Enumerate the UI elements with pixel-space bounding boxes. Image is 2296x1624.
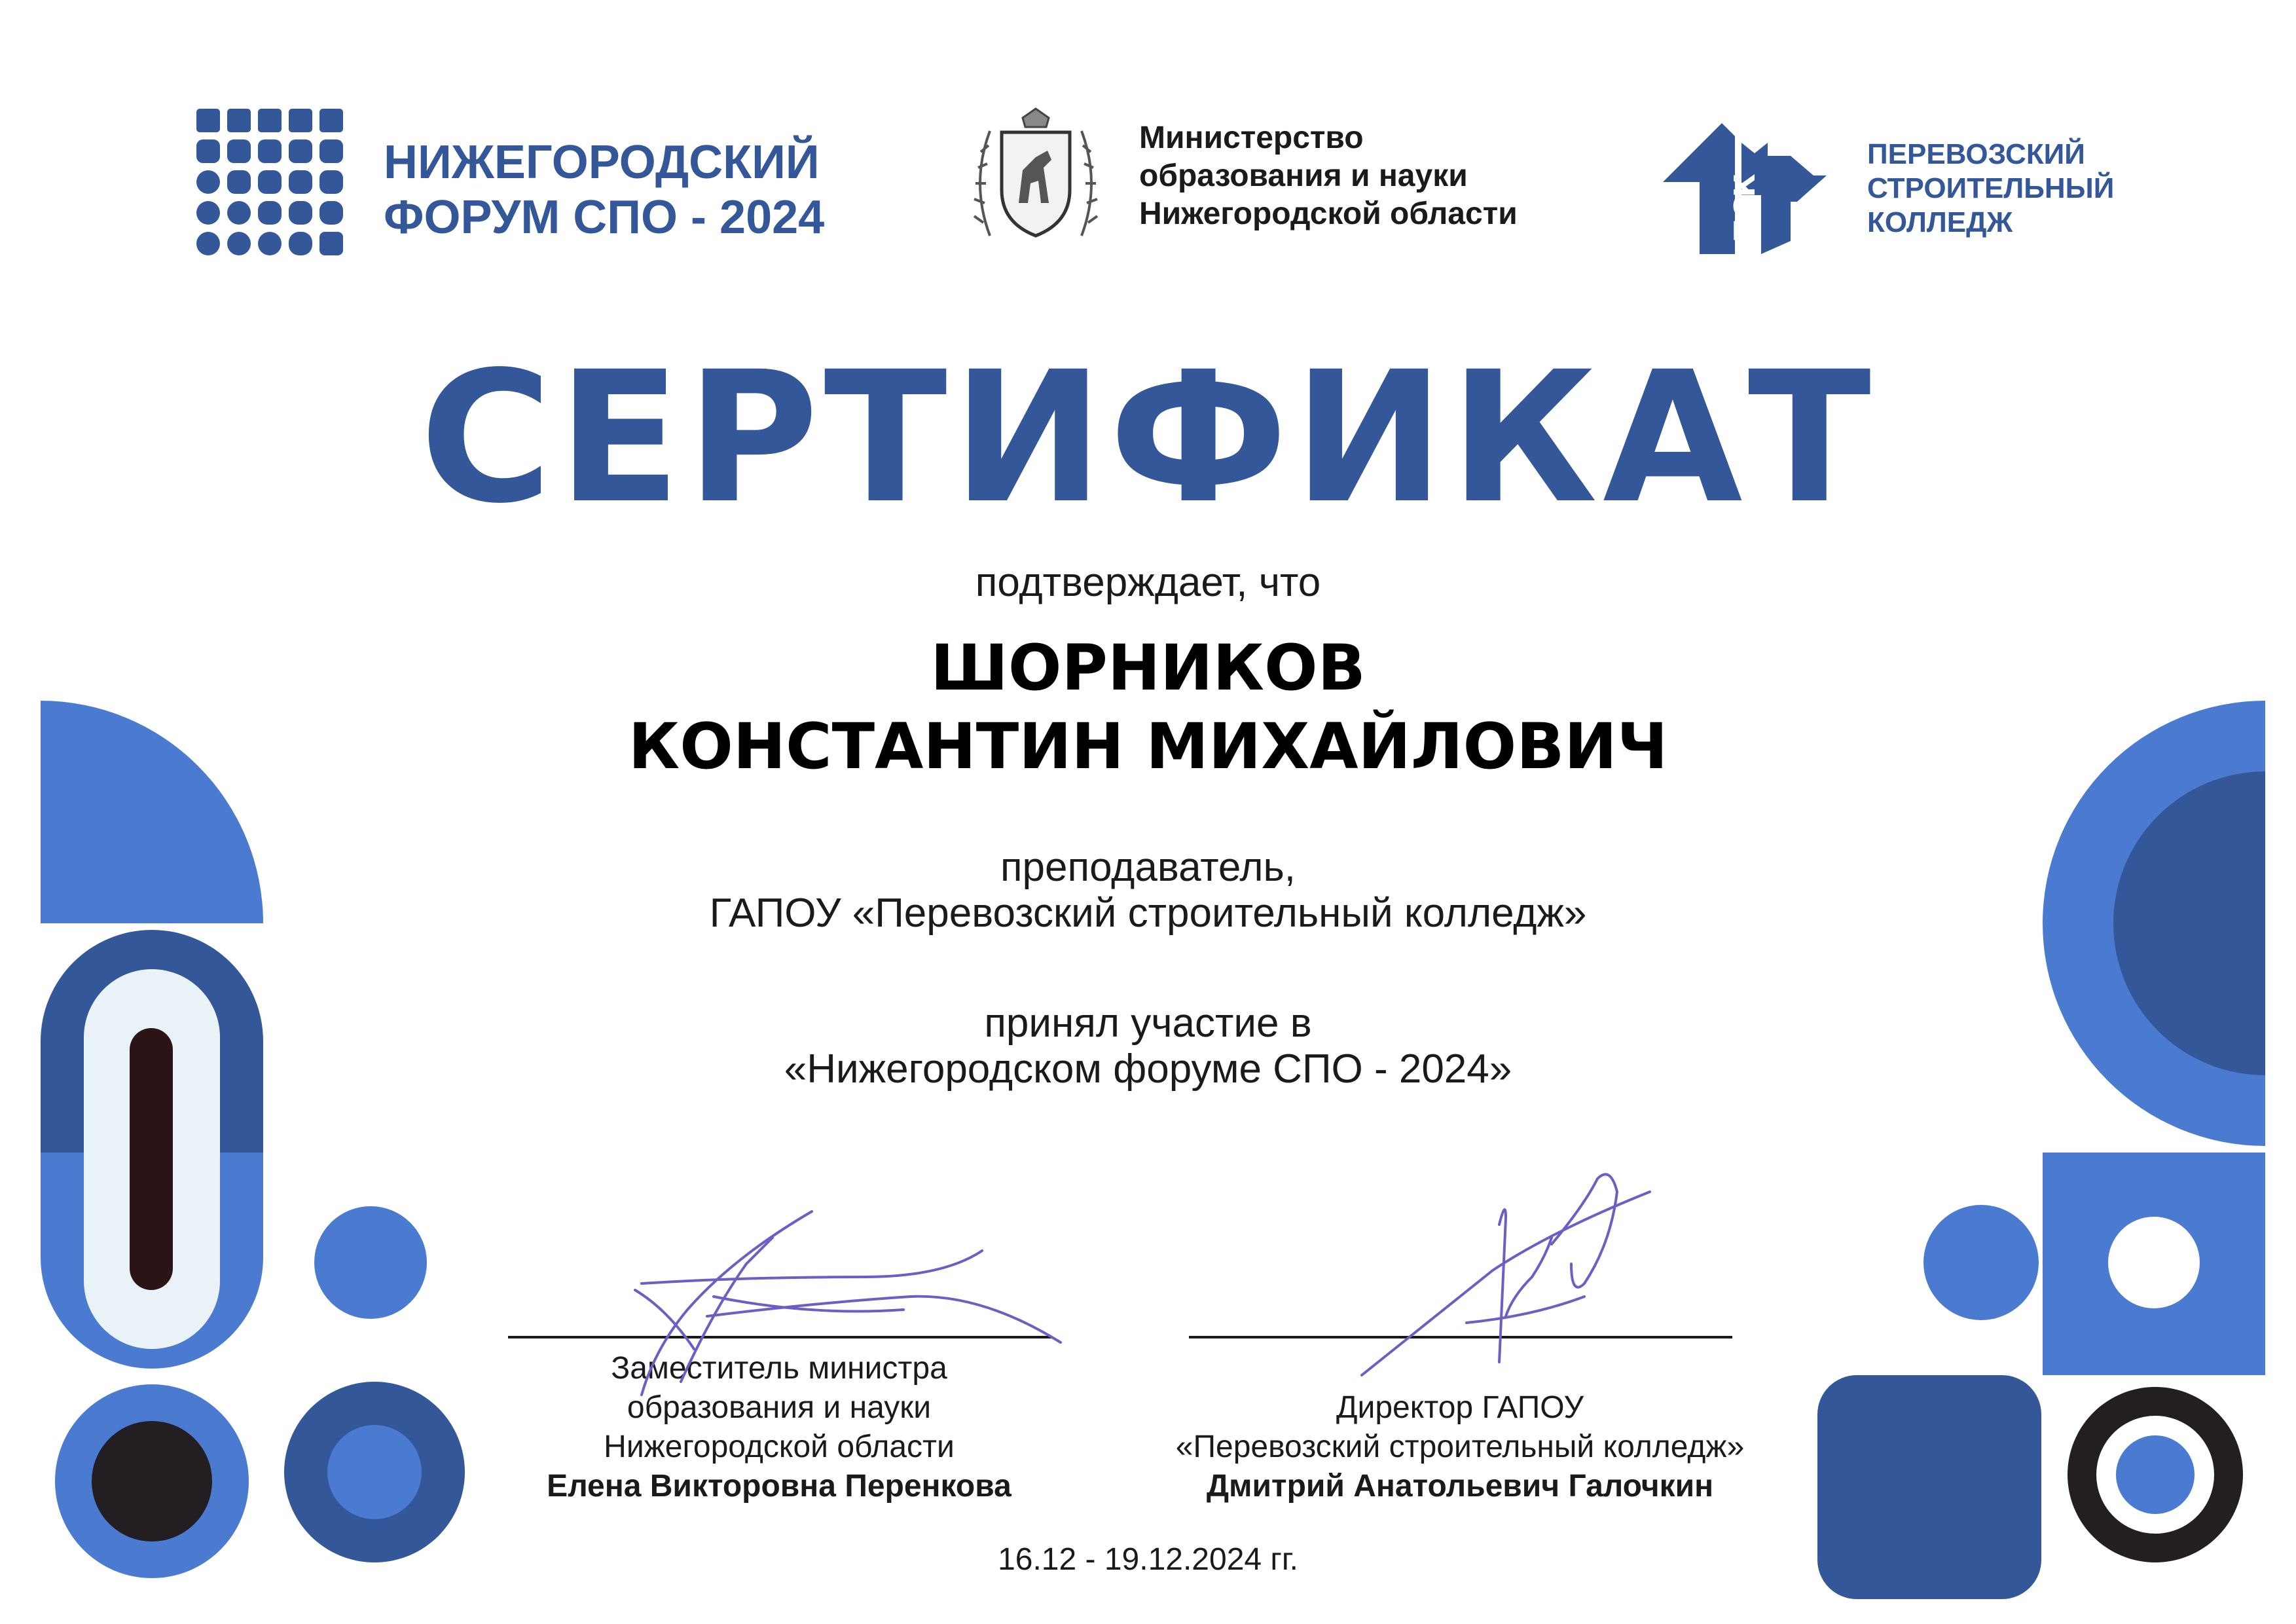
- college-house-icon: [1663, 110, 1827, 254]
- forum-dots-icon: [196, 109, 343, 255]
- right-signature-block: [1100, 1388, 1820, 1506]
- college-line3: КОЛЛЕДЖ: [1867, 206, 2013, 238]
- college-line2: СТРОИТЕЛЬНЫЙ: [1867, 172, 2115, 204]
- ministry-line3: Нижегородской области: [1139, 196, 1518, 231]
- recipient-position: [0, 845, 2296, 936]
- ministry-line1: Министерство: [1139, 120, 1364, 155]
- left-signature-scribble: [615, 1205, 1087, 1414]
- forum-logo-line1: НИЖЕГОРОДСКИЙ: [384, 136, 820, 189]
- right-signature-scribble: [1336, 1166, 1676, 1388]
- recipient-first-names: КОНСТАНТИН МИХАЙЛОВИЧ: [628, 710, 1668, 783]
- recipient-last-name: ШОРНИКОВ: [930, 631, 1366, 705]
- certificate-title: СЕРТИФИКАТ: [420, 333, 1876, 544]
- right-signer-name: Дмитрий Анатольевич Галочкин: [1206, 1469, 1714, 1504]
- right-decoration: [1794, 694, 2296, 1624]
- left-signer-title-3: Нижегородской области: [604, 1430, 955, 1464]
- left-signer-title-2: образования и науки: [627, 1390, 932, 1425]
- forum-logo-line2: ФОРУМ СПО - 2024: [384, 191, 825, 244]
- position-line2: ГАПОУ «Перевозский строительный колледж»: [709, 891, 1587, 936]
- position-line1: преподаватель,: [1000, 845, 1296, 890]
- ministry-line2: образования и науки: [1139, 158, 1468, 193]
- right-signer-title-2: «Перевозский строительный колледж»: [1175, 1430, 1745, 1464]
- college-logo-text: [1867, 138, 2195, 240]
- coat-of-arms-icon: [970, 105, 1101, 249]
- left-signer-name: Елена Викторовна Перенкова: [547, 1469, 1011, 1504]
- participation-text: [0, 1001, 2296, 1092]
- forum-logo-text: [384, 135, 894, 245]
- college-emblem-text: ПСК: [1728, 174, 1762, 243]
- right-signer-title-1: Директор ГАПОУ: [1336, 1390, 1584, 1425]
- participation-line2: «Нижегородском форуме СПО - 2024»: [784, 1046, 1512, 1092]
- college-line1: ПЕРЕВОЗСКИЙ: [1867, 138, 2085, 170]
- recipient-name: [0, 629, 2296, 786]
- participation-line1: принял участие в: [984, 1001, 1312, 1046]
- left-signer-title-1: Заместитель министра: [611, 1351, 947, 1386]
- certificate-lead: подтверждает, что: [975, 560, 1321, 605]
- event-dates: 16.12 - 19.12.2024 гг.: [998, 1542, 1298, 1577]
- ministry-text: [1139, 119, 1611, 233]
- left-decoration: [0, 694, 498, 1624]
